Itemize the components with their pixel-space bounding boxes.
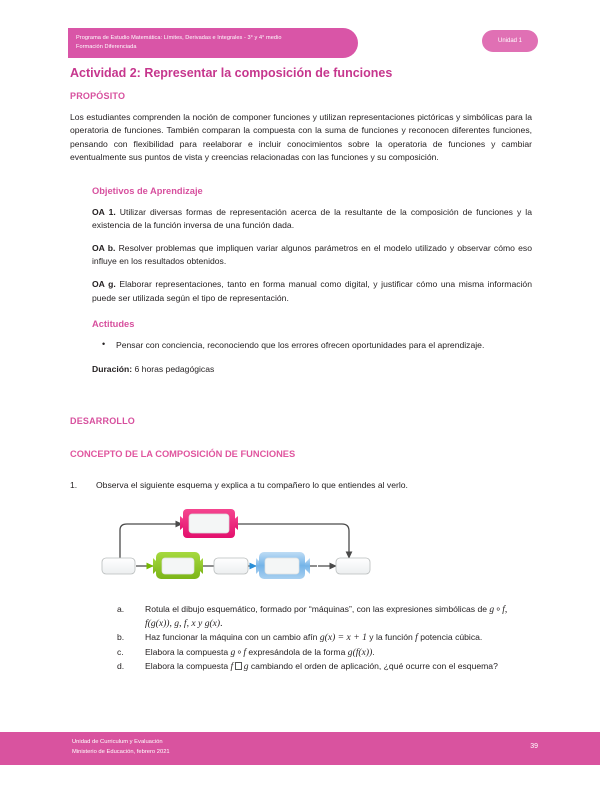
- item-d-g: g: [243, 661, 249, 673]
- item-a-y: y: [195, 617, 205, 629]
- item-a-sep1: ,: [504, 603, 508, 615]
- footer-line-2: Ministerio de Educación, febrero 2021: [72, 748, 170, 755]
- header-program-line1: Programa de Estudio Matemática: Límites, Derivadas e Integrales - 3° y 4° medio: [76, 35, 282, 42]
- heading-actitudes: Actitudes: [92, 319, 135, 330]
- missing-glyph-icon: [235, 662, 242, 670]
- header-band: [68, 28, 358, 58]
- numbered-item-1-text: Observa el siguiente esquema y explica a tu compañero lo que entiendes al verlo.: [96, 480, 408, 491]
- list-item: • Pensar con conciencia, reconociendo que los errores ofrecen oportunidades para el aprendizaje.: [116, 339, 532, 353]
- item-b-end: potencia cúbica.: [417, 632, 483, 643]
- item-a-x: x: [191, 617, 196, 629]
- item-d-end: cambiando el orden de aplicación, ¿qué ocurre con el esquema?: [248, 661, 498, 672]
- item-a-circ: ∘: [495, 603, 502, 615]
- footer-line-1: Unidad de Curriculum y Evaluación: [72, 739, 163, 745]
- item-a-sep3: ,: [179, 617, 184, 629]
- item-a-g2: g: [174, 617, 180, 629]
- sub-question-list: [70, 603, 532, 674]
- item-d-text: Elabora la compuesta: [145, 661, 231, 672]
- item-c-text: Elabora la compuesta: [145, 646, 231, 657]
- oa-item-3-text: Elaborar representaciones, tanto en forma manual como digital, y justificar cómo una misma información puede ser utilizada según el tipo de representación.: [92, 279, 532, 303]
- box-output-plain: [336, 558, 370, 574]
- item-c-mid: expresándola de la forma: [246, 646, 348, 657]
- numbered-item-1-marker: 1.: [70, 480, 78, 491]
- machine-pink: [180, 509, 238, 538]
- list-item-b: [145, 631, 530, 645]
- heading-proposito: PROPÓSITO: [70, 91, 126, 101]
- oa-item-1-text: Utilizar diversas formas de representación acerca de la resultante de la composición de funciones y la existencia de la función inversa de una función dada.: [92, 206, 532, 231]
- oa-item-1: [92, 206, 532, 233]
- item-a-f2: f: [183, 617, 187, 629]
- diagram-svg: [70, 504, 532, 589]
- composicion-de-funciones-diagram: [70, 504, 532, 589]
- box-middle-plain: [214, 558, 248, 574]
- item-c-period: .: [372, 646, 375, 657]
- item-c-circ: ∘: [236, 646, 243, 658]
- item-b-text: Haz funcionar la máquina con un cambio afín: [145, 632, 320, 643]
- duracion-line: [92, 363, 532, 377]
- oa-item-1-code: OA 1.: [92, 206, 116, 217]
- duracion-label: Duración:: [92, 363, 133, 374]
- item-a-f: f: [502, 603, 505, 615]
- item-b-mid: y la función: [366, 632, 416, 643]
- item-a-period: .: [220, 617, 223, 629]
- item-c-expr: g(f(x)): [347, 646, 373, 658]
- footer-text: [72, 738, 170, 757]
- box-input-x: [102, 558, 135, 574]
- item-c-g: g: [230, 646, 236, 658]
- header-program-line2: Formación Diferenciada: [76, 44, 137, 50]
- oa-item-2-code: OA b.: [92, 242, 116, 253]
- oa-item-2-text: Resolver problemas que impliquen variar algunos parámetros en el modelo utilizado y observar cómo eso influye en los resultados obtenidos.: [92, 242, 532, 267]
- item-c-f: f: [243, 646, 246, 658]
- item-a-sep2: ,: [169, 617, 175, 629]
- heading-objetivos-aprendizaje: Objetivos de Aprendizaje: [92, 185, 203, 196]
- proposito-paragraph: Los estudiantes comprenden la noción de componer funciones y utilizan representaciones pictóricas y simbólicas para la operatoria de funciones. También comparan la compuesta con la suma de funciones y reconocen diferentes funciones, pensando con flexibilidad para reelaborar e incluir conocimientos sobre la operatoria de funciones y cambiar eventualmente sus puntos de vista y creencias relacionadas con las funciones y su composición.: [70, 112, 532, 163]
- item-a-text: Rotula el dibujo esquemático, formado por “máquinas”, con las expresiones simbólicas de: [145, 603, 490, 614]
- oa-item-2: [92, 242, 532, 269]
- list-item-c: [145, 646, 530, 660]
- item-a-g: g: [489, 603, 495, 615]
- oa-item-3-code: OA g.: [92, 279, 116, 289]
- item-b-equation: g(x) = x + 1: [319, 632, 367, 644]
- item-b-f: f: [415, 632, 418, 644]
- item-d-f: f: [230, 661, 234, 673]
- list-item-a: [145, 603, 530, 630]
- machine-blue: [256, 552, 310, 579]
- item-a-fgx: f(g(x)): [145, 617, 170, 629]
- main-content: [70, 66, 532, 675]
- actitudes-list: [70, 339, 532, 353]
- page-title: Actividad 2: Representar la composición de funciones: [70, 66, 393, 80]
- heading-concepto: CONCEPTO DE LA COMPOSICIÓN DE FUNCIONES: [70, 449, 296, 460]
- page-number: 39: [530, 743, 538, 750]
- list-item-d: [145, 660, 530, 674]
- item-a-sep4: ,: [186, 617, 192, 629]
- unit-badge: Unidad 1: [482, 30, 538, 52]
- heading-desarrollo: DESARROLLO: [70, 416, 135, 427]
- machine-green: [153, 552, 203, 579]
- numbered-item-1: [70, 479, 532, 493]
- item-a-gx: g(x): [204, 617, 221, 629]
- footer-band: [0, 732, 600, 765]
- duracion-value: 6 horas pedagógicas: [132, 363, 215, 374]
- oa-item-3: [92, 278, 532, 305]
